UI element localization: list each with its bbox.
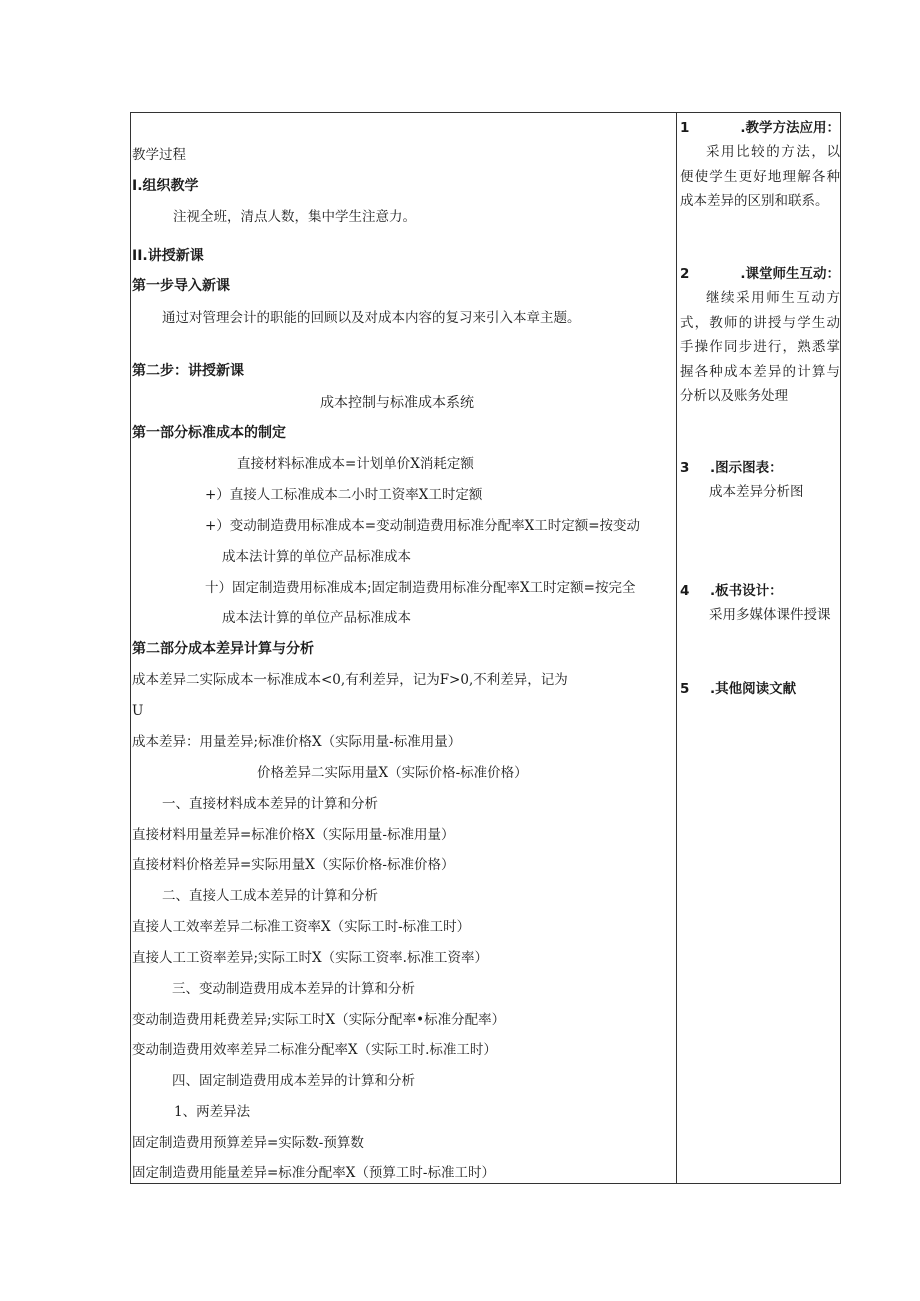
formula-line: 直接人工工资率差异;实际工时X（实际工资率.标准工资率） [132, 950, 488, 966]
note-body: 采用比较的方法，以便使学生更好地理解各种成本差异的区别和联系。 [680, 144, 840, 209]
note-number: 4 [680, 583, 690, 599]
note-diagrams [680, 456, 840, 505]
formula-line: 成本法计算的单位产品标准成本 [222, 610, 411, 626]
note-title: .板书设计： [710, 583, 783, 599]
formula-line: 直接人工效率差异二标准工资率X（实际工时-标准工时） [132, 919, 471, 935]
column-divider [676, 112, 677, 1184]
topic-title: 成本控制与标准成本系统 [320, 395, 474, 411]
formula-line: 直接材料标准成本=计划单价X消耗定额 [237, 456, 474, 472]
section-label: 教学过程 [132, 147, 186, 163]
formula-line: 直接材料价格差异=实际用量X（实际价格-标准价格） [132, 857, 455, 873]
subheading: 二、直接人工成本差异的计算和分析 [162, 888, 378, 904]
heading-new-lesson: II.讲授新课 [132, 248, 204, 264]
formula-line: +）直接人工标准成本二小时工资率X工时定额 [205, 487, 483, 503]
text-line: 成本差异二实际成本一标准成本<0,有利差异，记为F>0,不利差异，记为 [132, 672, 568, 688]
text-line: U [132, 703, 144, 719]
note-reading [680, 677, 840, 701]
note-number: 5 [680, 681, 690, 697]
heading-step-1: 第一步导入新课 [132, 278, 230, 294]
heading-organize: I.组织教学 [132, 178, 199, 194]
formula-line: 变动制造费用耗费差异;实际工时X（实际分配率•标准分配率） [132, 1012, 506, 1028]
subheading: 1、两差异法 [174, 1104, 251, 1120]
formula-line: 变动制造费用效率差异二标准分配率X（实际工时.标准工时） [132, 1042, 497, 1058]
note-body: 采用多媒体课件授课 [709, 607, 831, 623]
subheading: 四、固定制造费用成本差异的计算和分析 [172, 1073, 415, 1089]
note-number: 2 [680, 266, 690, 282]
formula-line: 直接材料用量差异=标准价格X（实际用量-标准用量） [132, 827, 455, 843]
heading-part-1: 第一部分标准成本的制定 [132, 425, 286, 441]
text-line: 注视全班，清点人数，集中学生注意力。 [173, 209, 416, 225]
note-body: 继续采用师生互动方式，教师的讲授与学生动手操作同步进行，熟悉掌握各种成本差异的计算与分析以及账务处理 [680, 290, 840, 404]
formula-line: 成本差异：用量差异;标准价格X（实际用量-标准用量） [132, 734, 462, 750]
note-title: .其他阅读文献 [710, 681, 797, 697]
note-number: 1 [680, 120, 690, 136]
formula-line: 固定制造费用能量差异=标准分配率X（预算工时-标准工时） [132, 1165, 495, 1181]
note-title: .课堂师生互动： [740, 266, 840, 282]
heading-part-2: 第二部分成本差异计算与分析 [132, 641, 314, 657]
note-teaching-method [680, 116, 840, 214]
heading-step-2: 第二步：讲授新课 [132, 363, 244, 379]
subheading: 三、变动制造费用成本差异的计算和分析 [172, 981, 415, 997]
subheading: 一、直接材料成本差异的计算和分析 [162, 796, 378, 812]
formula-line: 成本法计算的单位产品标准成本 [222, 549, 411, 565]
formula-line: 价格差异二实际用量X（实际价格-标准价格） [257, 765, 528, 781]
formula-line: 十）固定制造费用标准成本;固定制造费用标准分配率X工时定额=按完全 [205, 580, 636, 596]
note-interaction [680, 262, 840, 409]
note-title: .图示图表： [710, 460, 783, 476]
note-board-design [680, 579, 840, 628]
formula-line: 固定制造费用预算差异=实际数-预算数 [132, 1135, 364, 1151]
note-body: 成本差异分析图 [709, 484, 804, 500]
formula-line: +）变动制造费用标准成本=变动制造费用标准分配率X工时定额=按变动 [205, 518, 641, 534]
note-title: .教学方法应用： [740, 120, 840, 136]
note-number: 3 [680, 460, 690, 476]
text-line: 通过对管理会计的职能的回顾以及对成本内容的复习来引入本章主题。 [162, 310, 581, 326]
